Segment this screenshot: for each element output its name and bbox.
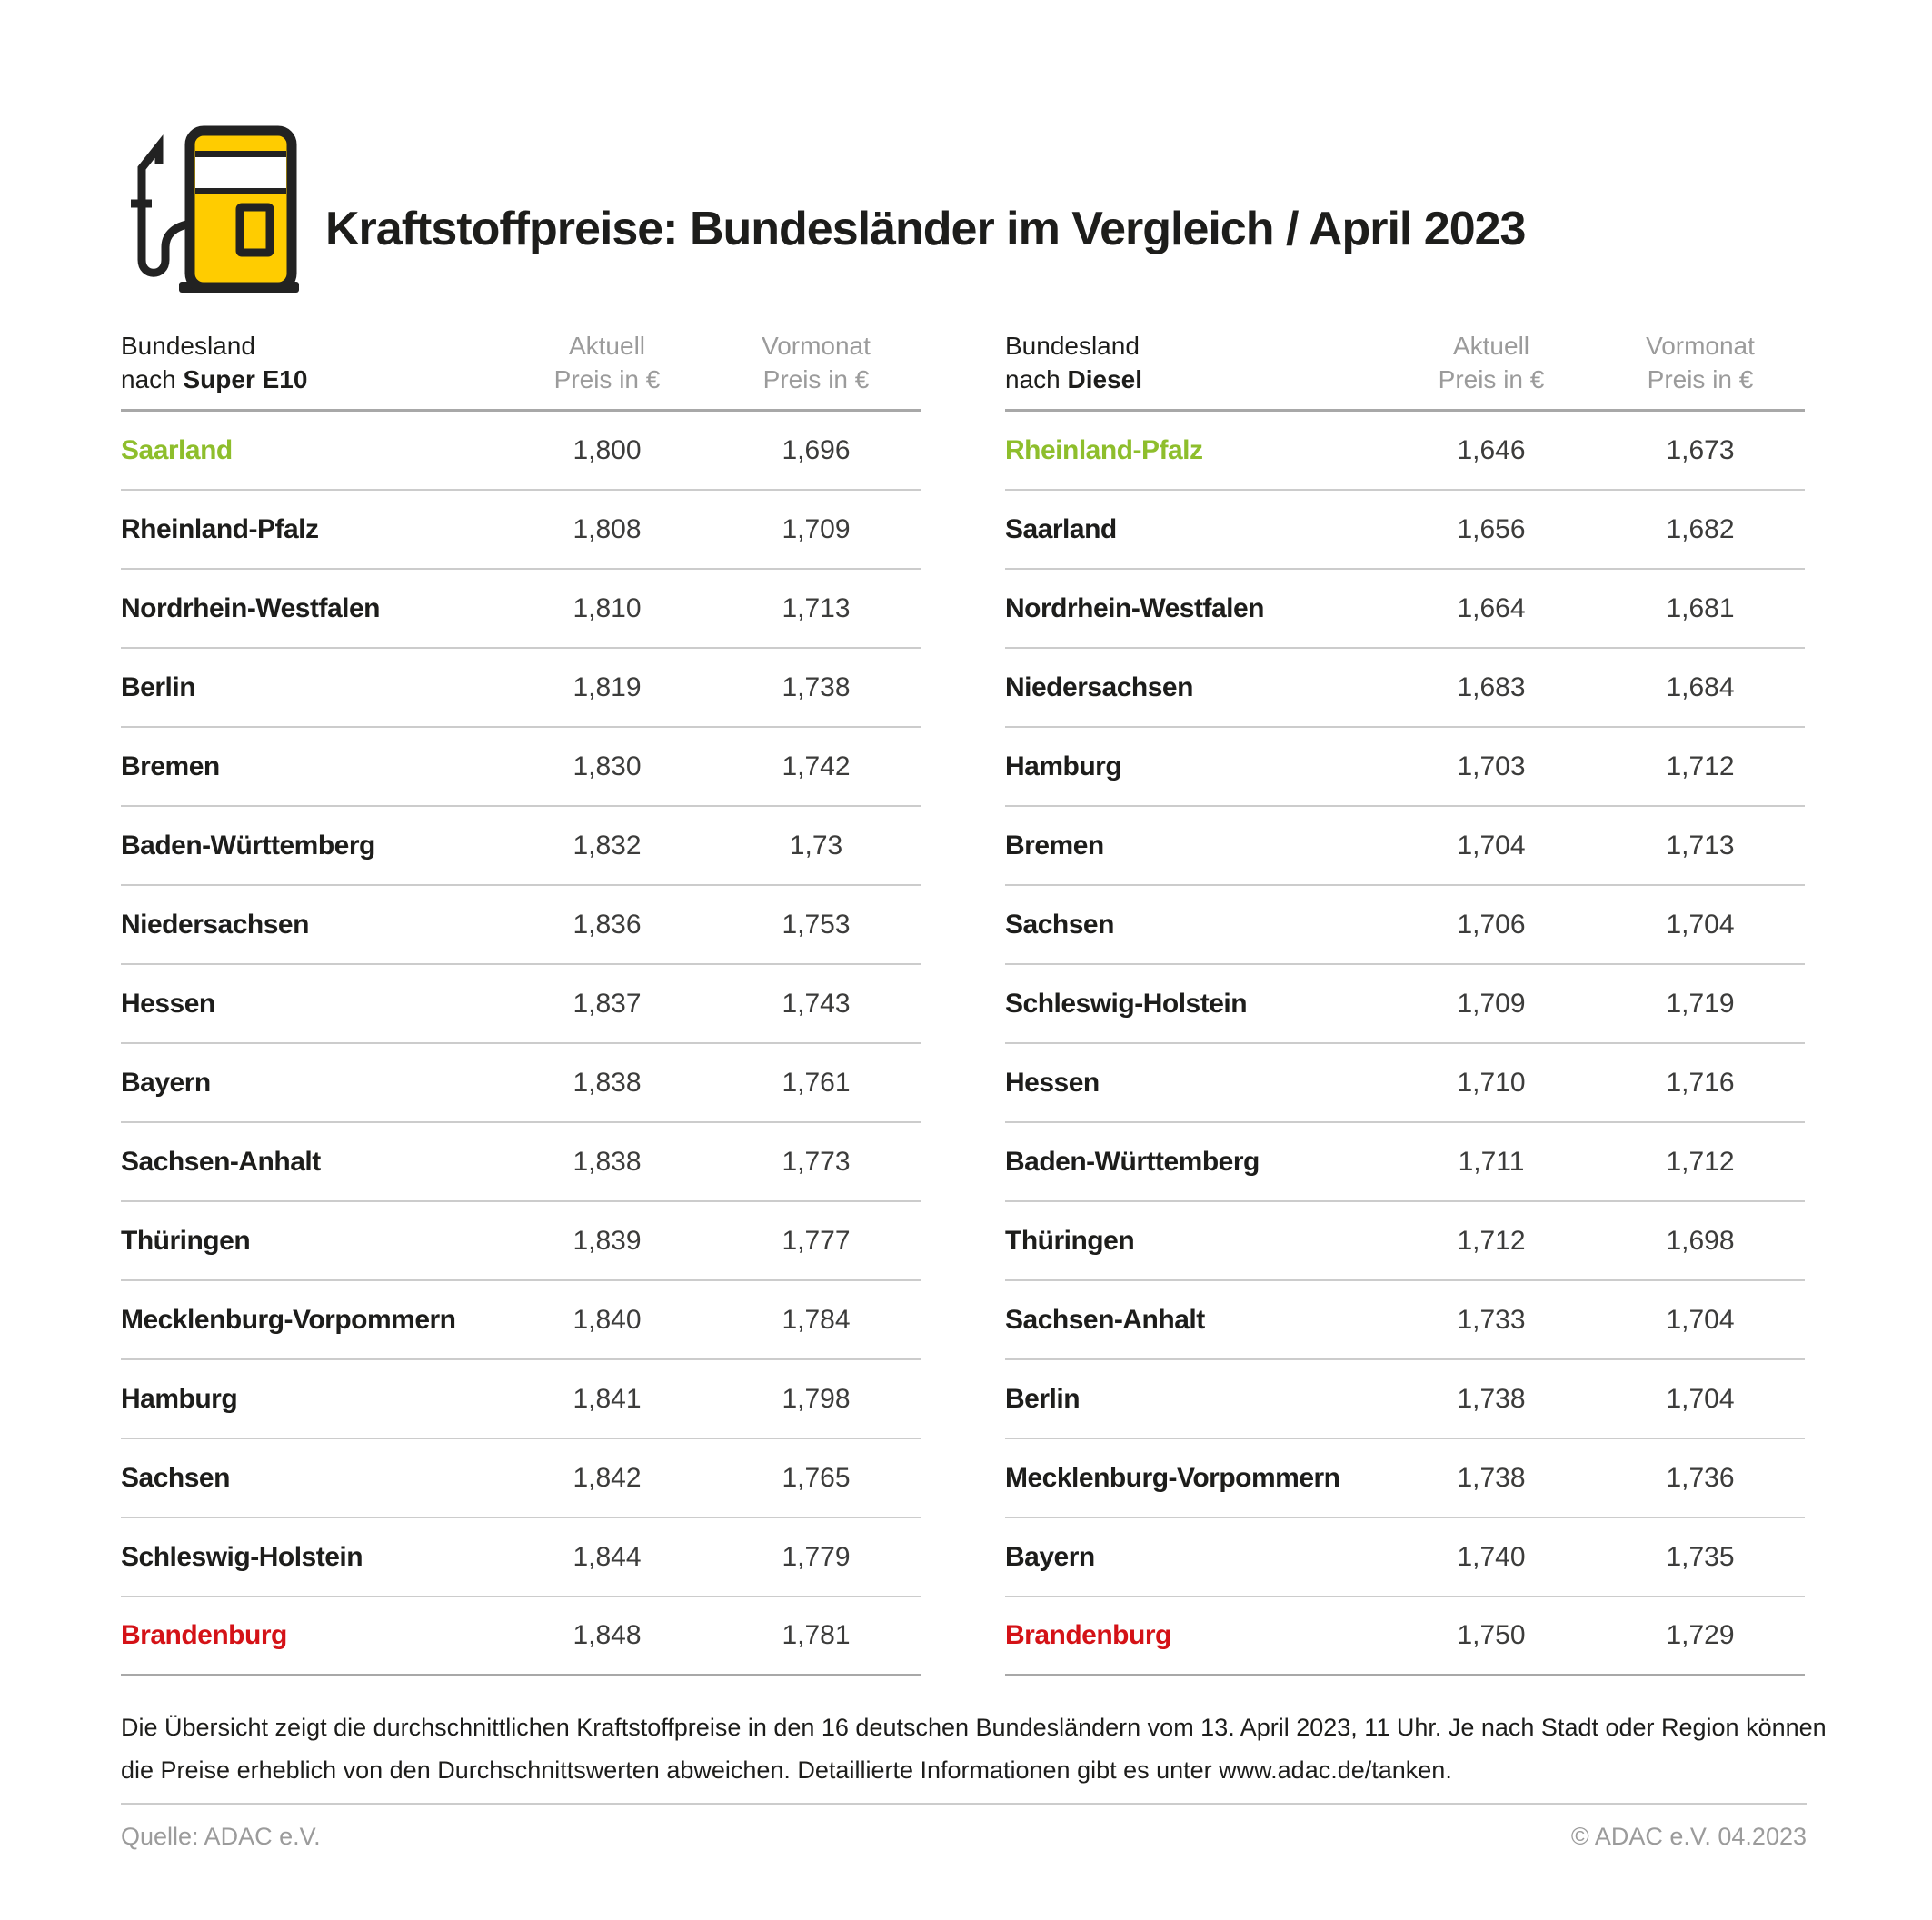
aktuell-value: 1,706 — [1457, 909, 1526, 940]
aktuell-value: 1,840 — [573, 1304, 642, 1335]
table-row — [1005, 1518, 1805, 1597]
table-row — [1005, 1281, 1805, 1360]
state-name: Nordrhein-Westfalen — [1005, 592, 1264, 623]
table-row — [121, 412, 921, 491]
diesel-table-header — [1005, 329, 1805, 412]
state-name: Hamburg — [121, 1383, 238, 1414]
state-name: Rheinland-Pfalz — [121, 513, 319, 544]
aktuell-value: 1,800 — [573, 434, 642, 465]
table-row — [121, 1044, 921, 1123]
state-name: Thüringen — [121, 1225, 251, 1256]
state-name: Mecklenburg-Vorpommern — [121, 1304, 456, 1335]
super-e10-table — [121, 329, 921, 1676]
super-e10-table-body — [121, 412, 921, 1676]
state-name: Bayern — [1005, 1541, 1095, 1572]
column-header-aktuell-line2: Preis in € — [553, 365, 661, 393]
state-name: Baden-Württemberg — [1005, 1146, 1260, 1177]
state-name: Sachsen — [1005, 909, 1114, 940]
state-name: Schleswig-Holstein — [121, 1541, 363, 1572]
table-row — [1005, 649, 1805, 728]
column-header-aktuell — [1387, 329, 1596, 396]
aktuell-value: 1,683 — [1457, 672, 1526, 702]
vormonat-value: 1,719 — [1666, 988, 1735, 1019]
fuel-pump-icon — [121, 98, 303, 303]
vormonat-value: 1,681 — [1666, 592, 1735, 623]
aktuell-value: 1,808 — [573, 513, 642, 544]
column-header-bundesland-line2 — [1005, 363, 1387, 396]
vormonat-value: 1,698 — [1666, 1225, 1735, 1256]
vormonat-value: 1,742 — [782, 751, 851, 781]
table-row — [121, 570, 921, 649]
diesel-table-body — [1005, 412, 1805, 1676]
table-row — [121, 1281, 921, 1360]
vormonat-value: 1,735 — [1666, 1541, 1735, 1572]
table-row — [121, 649, 921, 728]
column-header-bundesland-line2 — [121, 363, 503, 396]
vormonat-value: 1,713 — [782, 592, 851, 623]
aktuell-value: 1,704 — [1457, 830, 1526, 861]
state-name: Saarland — [121, 434, 233, 465]
table-row — [121, 1360, 921, 1439]
vormonat-value: 1,704 — [1666, 1383, 1735, 1414]
table-row — [1005, 807, 1805, 886]
aktuell-value: 1,711 — [1458, 1146, 1525, 1177]
aktuell-value: 1,709 — [1457, 988, 1526, 1019]
vormonat-value: 1,73 — [789, 830, 843, 861]
aktuell-value: 1,738 — [1457, 1383, 1526, 1414]
state-name: Bayern — [121, 1067, 211, 1098]
aktuell-value: 1,656 — [1457, 513, 1526, 544]
aktuell-value: 1,810 — [573, 592, 642, 623]
aktuell-value: 1,664 — [1457, 592, 1526, 623]
state-name: Niedersachsen — [121, 909, 309, 940]
table-row — [121, 728, 921, 807]
vormonat-value: 1,798 — [782, 1383, 851, 1414]
state-name: Thüringen — [1005, 1225, 1135, 1256]
aktuell-value: 1,842 — [573, 1462, 642, 1493]
table-row — [121, 1439, 921, 1518]
super-e10-table-header — [121, 329, 921, 412]
state-name: Schleswig-Holstein — [1005, 988, 1248, 1019]
aktuell-value: 1,841 — [573, 1383, 642, 1414]
vormonat-value: 1,682 — [1666, 513, 1735, 544]
aktuell-value: 1,740 — [1457, 1541, 1526, 1572]
aktuell-value: 1,750 — [1457, 1620, 1526, 1650]
copyright-text: © ADAC e.V. 04.2023 — [1570, 1823, 1807, 1850]
vormonat-value: 1,779 — [782, 1541, 851, 1572]
state-name: Brandenburg — [1005, 1620, 1171, 1650]
aktuell-value: 1,733 — [1457, 1304, 1526, 1335]
table-row — [1005, 1439, 1805, 1518]
tables-wrap — [121, 329, 1805, 1676]
table-row — [121, 1597, 921, 1676]
state-name: Hessen — [121, 988, 215, 1019]
column-header-aktuell-line1: Aktuell — [1452, 332, 1530, 360]
aktuell-value: 1,837 — [573, 988, 642, 1019]
footer-row — [121, 1823, 1807, 1851]
aktuell-value: 1,838 — [573, 1067, 642, 1098]
footnote-text: Die Übersicht zeigt die durchschnittlichen Kraftstoffpreise in den 16 deutschen Bundesländern vom 13. April 2023, 11 Uhr. Je nach Stadt oder Region können die Preise erheblich von den Durchschnittswerten abweichen. Detaillierte Informationen gibt es unter www.adac.de/tanken. — [121, 1714, 1827, 1784]
state-name: Bremen — [1005, 830, 1104, 861]
vormonat-value: 1,704 — [1666, 1304, 1735, 1335]
page-title: Kraftstoffpreise: Bundesländer im Vergleich / April 2023 — [325, 203, 1526, 255]
vormonat-value: 1,777 — [782, 1225, 851, 1256]
table-row — [1005, 965, 1805, 1044]
table-row — [1005, 1123, 1805, 1202]
vormonat-value: 1,729 — [1666, 1620, 1735, 1650]
vormonat-value: 1,738 — [782, 672, 851, 702]
vormonat-value: 1,716 — [1666, 1067, 1735, 1098]
aktuell-value: 1,712 — [1457, 1225, 1526, 1256]
state-name: Nordrhein-Westfalen — [121, 592, 380, 623]
vormonat-value: 1,712 — [1666, 751, 1735, 781]
vormonat-value: 1,781 — [782, 1620, 851, 1650]
state-name: Bremen — [121, 751, 220, 781]
aktuell-value: 1,646 — [1457, 434, 1526, 465]
aktuell-value: 1,710 — [1457, 1067, 1526, 1098]
table-row — [1005, 570, 1805, 649]
table-row — [1005, 412, 1805, 491]
vormonat-value: 1,765 — [782, 1462, 851, 1493]
column-header-vormonat-line1: Vormonat — [762, 332, 871, 360]
column-header-bundesland-line1: Bundesland — [1005, 332, 1140, 360]
aktuell-value: 1,838 — [573, 1146, 642, 1177]
state-name: Berlin — [1005, 1383, 1081, 1414]
fuel-prefix: nach — [1005, 365, 1061, 393]
state-name: Brandenburg — [121, 1620, 287, 1650]
column-header-vormonat-line1: Vormonat — [1646, 332, 1755, 360]
state-name: Sachsen-Anhalt — [1005, 1304, 1205, 1335]
aktuell-value: 1,836 — [573, 909, 642, 940]
table-row — [121, 1202, 921, 1281]
state-name: Sachsen-Anhalt — [121, 1146, 321, 1177]
column-header-aktuell-line1: Aktuell — [568, 332, 646, 360]
aktuell-value: 1,819 — [573, 672, 642, 702]
state-name: Berlin — [121, 672, 196, 702]
aktuell-value: 1,848 — [573, 1620, 642, 1650]
column-header-aktuell-line2: Preis in € — [1438, 365, 1545, 393]
column-header-bundesland — [1005, 329, 1387, 396]
vormonat-value: 1,743 — [782, 988, 851, 1019]
table-row — [1005, 886, 1805, 965]
table-row — [1005, 1044, 1805, 1123]
fuel-prefix: nach — [121, 365, 176, 393]
column-header-vormonat-line2: Preis in € — [762, 365, 870, 393]
state-name: Mecklenburg-Vorpommern — [1005, 1462, 1340, 1493]
column-header-bundesland-line1: Bundesland — [121, 332, 255, 360]
state-name: Saarland — [1005, 513, 1117, 544]
aktuell-value: 1,703 — [1457, 751, 1526, 781]
table-row — [1005, 491, 1805, 570]
column-header-aktuell — [503, 329, 712, 396]
state-name: Rheinland-Pfalz — [1005, 434, 1203, 465]
aktuell-value: 1,830 — [573, 751, 642, 781]
table-row — [1005, 1202, 1805, 1281]
table-row — [121, 491, 921, 570]
column-header-vormonat-line2: Preis in € — [1647, 365, 1754, 393]
fuel-name: Super E10 — [183, 365, 308, 393]
table-row — [121, 1123, 921, 1202]
state-name: Hessen — [1005, 1067, 1100, 1098]
state-name: Sachsen — [121, 1462, 230, 1493]
aktuell-value: 1,844 — [573, 1541, 642, 1572]
aktuell-value: 1,738 — [1457, 1462, 1526, 1493]
footer-divider — [121, 1803, 1807, 1805]
table-row — [121, 886, 921, 965]
source-text: Quelle: ADAC e.V. — [121, 1823, 321, 1850]
table-row — [1005, 1360, 1805, 1439]
vormonat-value: 1,696 — [782, 434, 851, 465]
diesel-table — [1005, 329, 1805, 1676]
table-row — [121, 965, 921, 1044]
state-name: Niedersachsen — [1005, 672, 1193, 702]
aktuell-value: 1,839 — [573, 1225, 642, 1256]
fuel-name: Diesel — [1067, 365, 1142, 393]
vormonat-value: 1,673 — [1666, 434, 1735, 465]
table-row — [1005, 1597, 1805, 1676]
column-header-vormonat — [712, 329, 921, 396]
table-row — [121, 807, 921, 886]
vormonat-value: 1,713 — [1666, 830, 1735, 861]
aktuell-value: 1,832 — [573, 830, 642, 861]
vormonat-value: 1,704 — [1666, 909, 1735, 940]
column-header-bundesland — [121, 329, 503, 396]
vormonat-value: 1,773 — [782, 1146, 851, 1177]
vormonat-value: 1,753 — [782, 909, 851, 940]
state-name: Baden-Württemberg — [121, 830, 375, 861]
table-row — [1005, 728, 1805, 807]
column-header-vormonat — [1596, 329, 1805, 396]
state-name: Hamburg — [1005, 751, 1122, 781]
table-row — [121, 1518, 921, 1597]
vormonat-value: 1,784 — [782, 1304, 851, 1335]
vormonat-value: 1,712 — [1666, 1146, 1735, 1177]
vormonat-value: 1,761 — [782, 1067, 851, 1098]
vormonat-value: 1,684 — [1666, 672, 1735, 702]
vormonat-value: 1,709 — [782, 513, 851, 544]
vormonat-value: 1,736 — [1666, 1462, 1735, 1493]
